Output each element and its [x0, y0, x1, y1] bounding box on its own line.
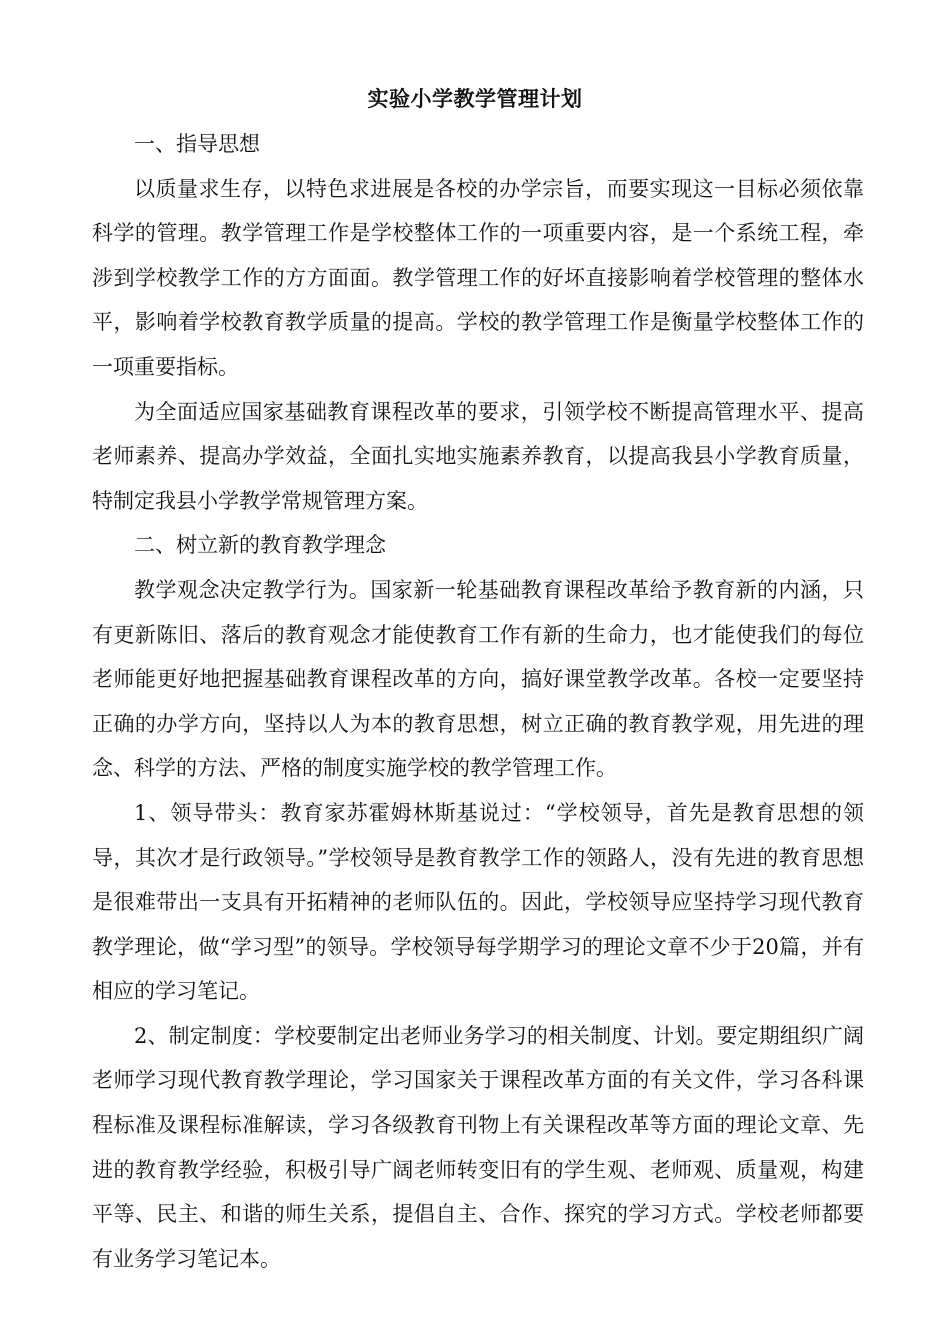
paragraph-leadership: 1、领导带头：教育家苏霍姆林斯基说过：“学校领导，首先是教育思想的领导，其次才是行政领导。”学校领导是教育教学工作的领路人，没有先进的教育思想是很难带出一支具有开拓精神的老师队伍的。因此，学校领导应坚持学习现代教育教学理论，做“学习型”的领导。学校领导每学期学习的理论文章不少于20篇，并有相应的学习笔记。: [92, 800, 864, 1004]
heading-new-concepts: 二、树立新的教育教学理念: [134, 533, 386, 558]
heading-guiding-thought: 一、指导思想: [134, 132, 260, 156]
document-body: [92, 122, 864, 1281]
paragraph-quality-management: 以质量求生存，以特色求进展是各校的办学宗旨，而要实现这一目标必须依靠科学的管理。教学管理工作是学校整体工作的一项重要内容，是一个系统工程，牵涉到学校教学工作的方方面面。教学管理工作的好坏直接影响着学校管理的整体水平，影响着学校教育教学质量的提高。学校的教学管理工作是衡量学校整体工作的一项重要指标。: [92, 176, 864, 379]
paragraph-regulations: 2、制定制度：学校要制定出老师业务学习的相关制度、计划。要定期组织广阔老师学习现代教育教学理论，学习国家关于课程改革方面的有关文件，学习各科课程标准及课程标准解读，学习各级教育刊物上有关课程改革等方面的理论文章、先进的教育教学经验，积极引导广阔老师转变旧有的学生观、老师观、质量观，构建平等、民主、和谐的师生关系，提倡自主、合作、探究的学习方式。学校老师都要有业务学习笔记本。: [92, 1023, 864, 1271]
document-title: 实验小学教学管理计划: [367, 86, 583, 111]
paragraph-teaching-concepts: 教学观念决定教学行为。国家新一轮基础教育课程改革给予教育新的内涵，只有更新陈旧、落后的教育观念才能使教育工作有新的生命力，也才能使我们的每位老师能更好地把握基础教育课程改革的方向，搞好课堂教学改革。各校一定要坚持正确的办学方向，坚持以人为本的教育思想，树立正确的教育教学观，用先进的理念、科学的方法、严格的制度实施学校的教学管理工作。: [92, 577, 864, 781]
paragraph-curriculum-reform: 为全面适应国家基础教育课程改革的要求，引领学校不断提高管理水平、提高老师素养、提高办学效益，全面扎实地实施素养教育，以提高我县小学教育质量，特制定我县小学教学常规管理方案。: [92, 399, 864, 513]
